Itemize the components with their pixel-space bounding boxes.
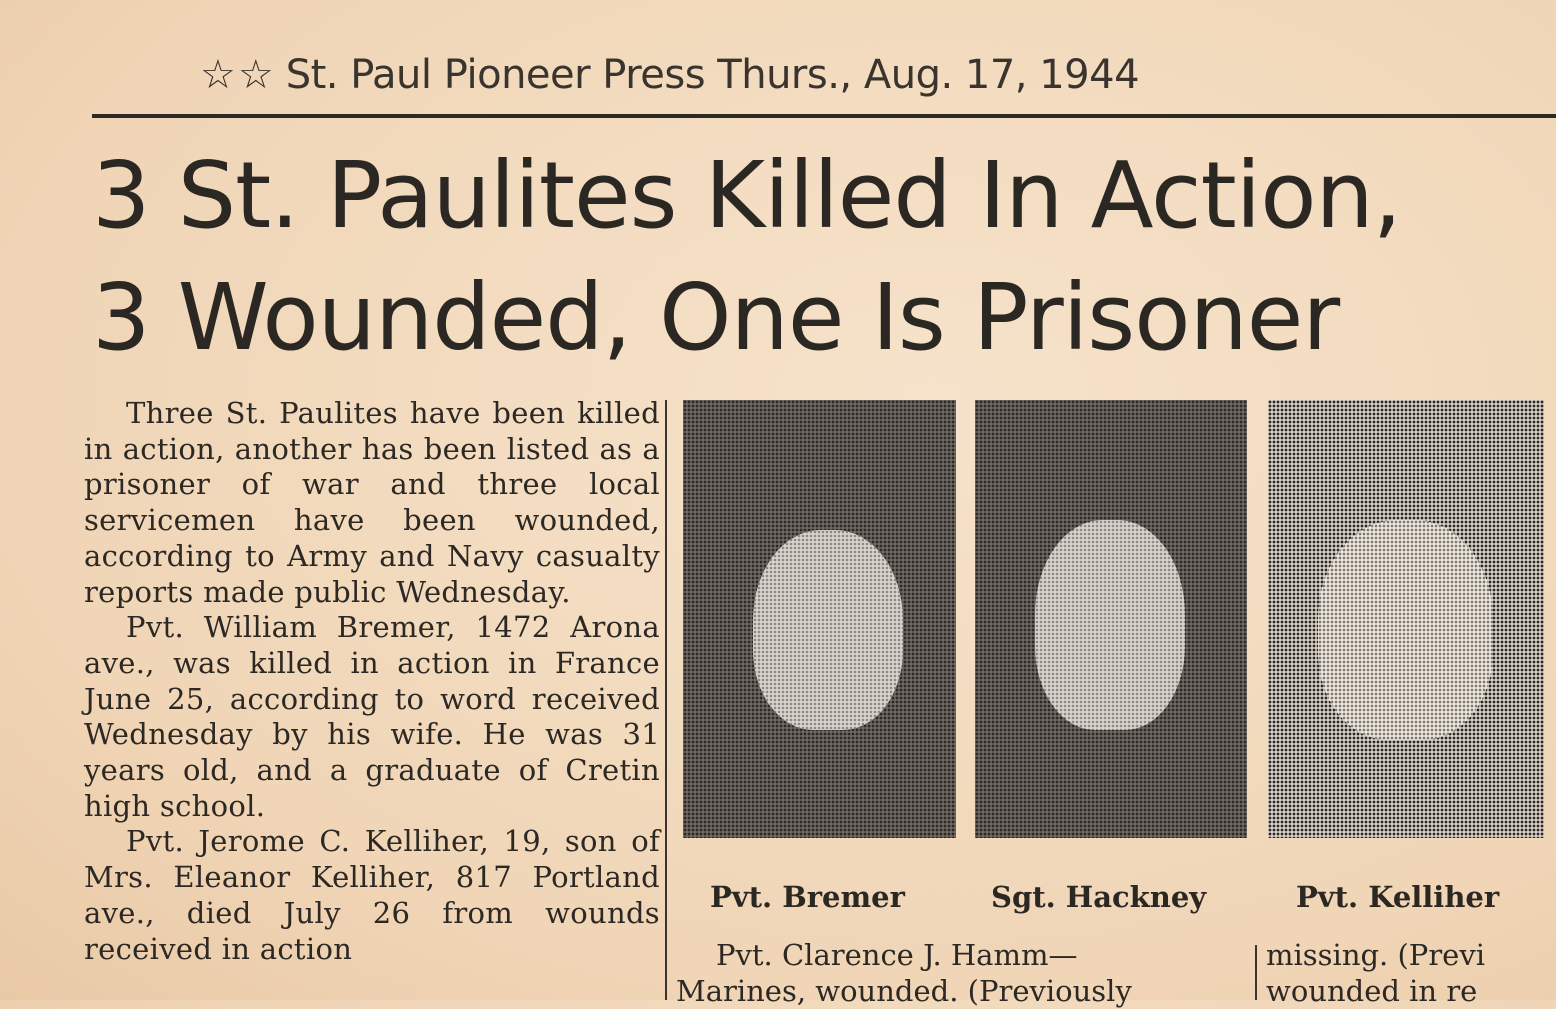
photo-bremer [683,400,956,838]
column-3-line: wounded in re [1266,973,1478,1008]
photo-hackney [975,400,1247,838]
column-divider-2 [1255,945,1257,1000]
article-paragraph: Pvt. William Bremer, 1472 Arona ave., was killed in action in France June 25, according to word received Wednesday by his wife. He was 31 years old, and a graduate of Cretin high school. [84,610,660,823]
column-2-line: Marines, wounded. (Previously [676,973,1132,1008]
headline-line-1: 3 St. Paulites Killed In Action, [92,142,1402,249]
photo-kelliher [1268,400,1544,838]
column-2-line: Pvt. Clarence J. Hamm— [716,938,1078,972]
star-icon: ☆☆ [200,52,276,98]
article-paragraph: Three St. Paulites have been killed in action, another has been listed as a prisoner of war and three local servicemen have been wounded, according to Army and Navy casualty reports made public Wednesday. [84,396,660,609]
caption-kelliher: Pvt. Kelliher [1296,880,1500,914]
column-divider [665,400,667,1000]
masthead-text: St. Paul Pioneer Press Thurs., Aug. 17, 1944 [285,52,1140,98]
header-rule [92,114,1556,118]
column-3-line: missing. (Previ [1266,938,1486,972]
caption-hackney: Sgt. Hackney [991,880,1207,914]
masthead [200,52,1139,104]
headline-line-2: 3 Wounded, One Is Prisoner [92,264,1340,371]
column-2-text [676,938,1246,1009]
column-3-text [1266,938,1556,1009]
article-column [84,396,660,967]
caption-bremer: Pvt. Bremer [710,880,905,914]
article-paragraph: Pvt. Jerome C. Kelliher, 19, son of Mrs. Eleanor Kelliher, 817 Portland ave., died July 26 from wounds received in action [84,824,660,966]
